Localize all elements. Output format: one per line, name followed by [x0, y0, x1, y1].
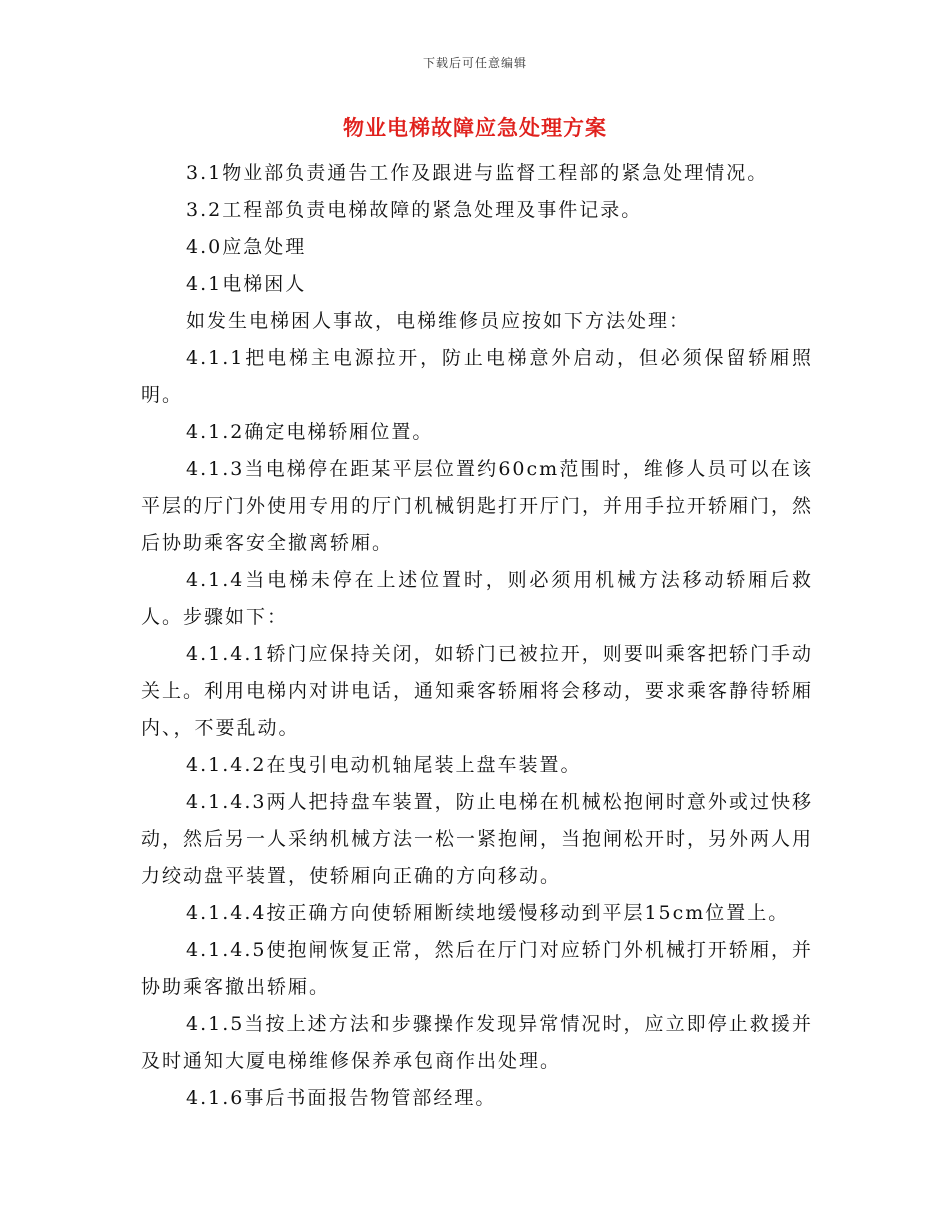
paragraph-4-1: 4.1电梯困人	[186, 273, 307, 295]
paragraph-4-1-4-2: 4.1.4.2在曳引电动机轴尾装上盘车装置。	[186, 754, 582, 776]
paragraph-4-1-5: 4.1.5当按上述方法和步骤操作发现异常情况时，应立即停止救援并及时通知大厦电梯维修保养承包商作出处理。	[141, 1013, 813, 1072]
paragraph-4-1-4-5: 4.1.4.5使抱闸恢复正常，然后在厅门对应轿门外机械打开轿厢，并协助乘客撤出轿厢。	[141, 939, 813, 998]
paragraph-4-1-4-4: 4.1.4.4按正确方向使轿厢断续地缓慢移动到平层15cm位置上。	[186, 902, 790, 924]
paragraph-intro: 如发生电梯困人事故，电梯维修员应按如下方法处理：	[186, 310, 691, 332]
paragraph-4-1-4-1: 4.1.4.1轿门应保持关闭，如轿门已被拉开，则要叫乘客把轿门手动关上。利用电梯内对讲电话，通知乘客轿厢将会移动，要求乘客静待轿厢内、，不要乱动。	[141, 643, 814, 739]
paragraph-4-1-4: 4.1.4当电梯未停在上述位置时，则必须用机械方法移动轿厢后救人。步骤如下：	[141, 569, 813, 628]
paragraph-4-1-4-3: 4.1.4.3两人把持盘车装置，防止电梯在机械松抱闸时意外或过快移动，然后另一人采纳机械方法一松一紧抱闸，当抱闸松开时，另外两人用力绞动盘平装置，使轿厢向正确的方向移动。	[141, 791, 814, 887]
paragraph-4-1-2: 4.1.2确定电梯轿厢位置。	[186, 421, 434, 443]
paragraph-3-2: 3.2工程部负责电梯故障的紧急处理及事件记录。	[186, 199, 643, 221]
paragraph-4-0: 4.0应急处理	[186, 236, 307, 258]
document-title: 物业电梯故障应急处理方案	[343, 115, 607, 140]
document-body	[141, 155, 813, 1117]
paragraph-4-1-1: 4.1.1把电梯主电源拉开，防止电梯意外启动，但必须保留轿厢照明。	[141, 347, 813, 406]
paragraph-4-1-6: 4.1.6事后书面报告物管部经理。	[186, 1087, 497, 1109]
paragraph-3-1: 3.1物业部负责通告工作及跟进与监督工程部的紧急处理情况。	[186, 162, 769, 184]
paragraph-4-1-3: 4.1.3当电梯停在距某平层位置约60cm范围时，维修人员可以在该平层的厅门外使用专用的厅门机械钥匙打开厅门，并用手拉开轿厢门，然后协助乘客安全撤离轿厢。	[141, 458, 814, 554]
header-note: 下载后可任意编辑	[422, 56, 527, 70]
